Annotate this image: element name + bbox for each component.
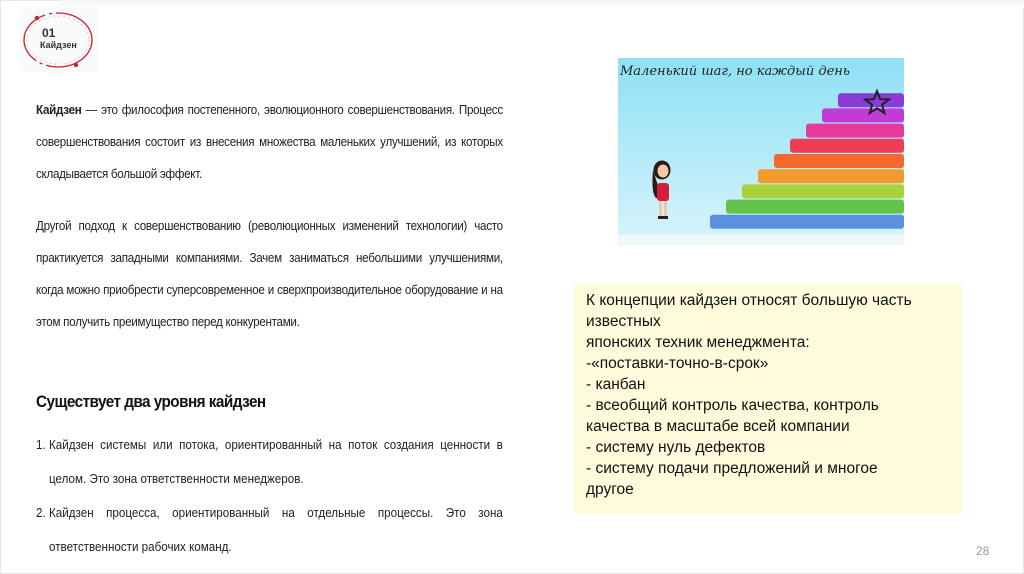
- info-line: другое: [586, 481, 634, 498]
- illustration-caption: Маленький шаг, но каждый день: [620, 64, 850, 79]
- levels-heading: Существует два уровня кайдзен: [36, 392, 266, 411]
- stair-step: [742, 184, 904, 198]
- info-line: - систему нуль дефектов: [586, 439, 766, 456]
- info-line: известных: [586, 313, 661, 330]
- definition-text: — это философия постепенного, эволюционного совершенствования. Процесс совершенствования состоит из внесения множества маленьких улучшений, из которых складывается большой эффект.: [36, 103, 503, 181]
- stair-step: [790, 139, 904, 153]
- paragraph-western-approach: Другой подход к совершенствованию (революционных изменений технологии) часто практикуется западными компаниями. Зачем заниматься небольшими улучшениями, когда можно приобрести суперсовременное и сверхпроизводительное оборудование и на этом получить преимущество перед конкурентами.: [36, 219, 503, 329]
- stair-step: [726, 200, 904, 214]
- list-item-text: Кайдзен процесса, ориентированный на отдельные процессы. Это зона ответственности рабочих команд.: [49, 506, 503, 554]
- staircase-graphic: [618, 58, 904, 246]
- info-line: К концепции кайдзен относят большую часть: [586, 292, 912, 309]
- paragraph-definition: [36, 94, 503, 190]
- info-line: качества в масштабе всей компании: [586, 418, 850, 435]
- stair-step: [774, 154, 904, 168]
- list-item: [36, 428, 503, 496]
- list-item: [36, 496, 503, 564]
- info-line: -«поставки-точно-в-срок»: [586, 355, 769, 372]
- badge-number: 01: [42, 26, 56, 40]
- list-item-text: Кайдзен системы или потока, ориентированный на поток создания ценности в целом. Это зона ответственности менеджеров.: [49, 438, 503, 486]
- top-band: [60, 0, 1024, 8]
- list-item-number: 2.: [36, 506, 46, 520]
- list-item-number: 1.: [36, 438, 46, 452]
- info-line: - систему подачи предложений и многое: [586, 460, 878, 477]
- info-line: японских техник менеджмента:: [586, 334, 810, 351]
- stair-step: [806, 124, 904, 138]
- stair-step: [710, 215, 904, 229]
- term-kaizen: Кайдзен: [36, 103, 82, 117]
- badge-label: Кайдзен: [40, 40, 77, 50]
- page-number: 28: [976, 544, 990, 558]
- stair-step: [758, 169, 904, 183]
- staircase-illustration: [618, 58, 904, 246]
- stair-step: [822, 108, 904, 122]
- info-line: - канбан: [586, 376, 646, 393]
- info-line: - всеобщий контроль качества, контроль: [586, 397, 879, 414]
- info-box-text: [586, 290, 958, 500]
- levels-list: [36, 428, 503, 564]
